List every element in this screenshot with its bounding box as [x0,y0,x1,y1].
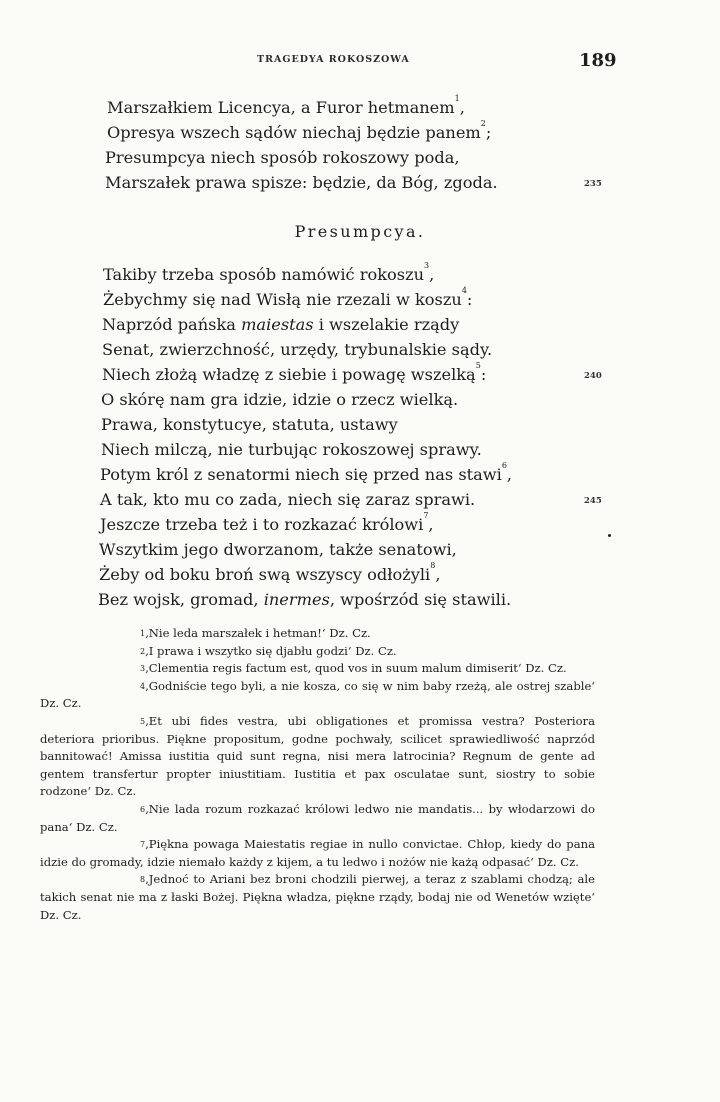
verse-line: O skórę nam gra idzie, idzie o rzecz wielką. [101,390,459,409]
verse-line: Prawa, konstytucye, statuta, ustawy [101,415,398,434]
stanza-2 [0,262,720,612]
line-number: 240 [584,371,602,381]
verse-line: A tak, kto mu co zada, niech się zaraz sprawi. 245 [0,487,720,512]
verse-line: Presumpcya niech sposób rokoszowy poda, [105,148,460,167]
footnote: 2‚I prawa i wszytko się djabłu godzi‘ Dz. Cz. [140,643,397,658]
footnote: 1‚Nie leda marszałek i hetman!‘ Dz. Cz. [140,626,371,640]
page-number: 189 [579,50,617,71]
verse-line: Potym król z senatormi niech się przed nas stawi$^6$, [100,461,513,484]
verse-line: Marszałek prawa spisze: będzie, da Bóg, zgoda. 235 [0,170,720,195]
verse-line: Niech złożą władzę z siebie i powagę wszelką$^5$: 240 [0,362,720,387]
footnote: 4‚Godniście tego byli, a nie kosza, co się w nim baby rzeżą, ale ostrej szable‘ Dz. Cz. [40,678,595,711]
verse-line: Marszałkiem Licencya, a Furor hetmanem$^1$, [107,94,465,117]
page-header [0,50,720,74]
footnote: 6‚Nie lada rozum rozkazać królowi ledwo nie mandatis... by włodarzowi do pana‘ Dz. Cz. [40,801,595,834]
verse-line: Takiby trzeba sposób namówić rokoszu$^3$, [103,261,435,284]
verse-line: Wszytkim jego dworzanom, także senatowi, [99,540,457,559]
verse-line: Senat, zwierzchność, urzędy, trybunalskie sądy. [102,340,493,359]
stanza-1 [0,95,720,195]
line-number: 235 [584,179,602,189]
running-title: TRAGEDYA ROKOSZOWA [257,54,410,65]
line-number: 245 [584,496,602,506]
verse-line: Opresya wszech sądów niechaj będzie panem$^2$; [107,119,492,142]
footnotes [40,625,595,924]
footnote: 3‚Clementia regis factum est, quod vos in suum malum dimiserit‘ Dz. Cz. [140,661,567,676]
verse-line: Żeby od boku broń swą wszyscy odłożyli$^8$, [99,561,441,584]
verse-line: Bez wojsk, gromad, inermes, wpośrzód się stawili. [98,590,512,609]
footnote: 7‚Piękna powaga Maiestatis regiae in nullo convictae. Chłop, kiedy do pana idzie do gromady, idzie niemało każdy z kijem, a tu ledwo i nożów nie każą odpasać‘ Dz. Cz. [40,837,595,869]
verse-line: Jeszcze trzeba też i to rozkazać królowi$^7$, [100,511,434,534]
ink-speck [608,534,611,537]
section-title: Presumpcya. [294,222,426,241]
footnote: 8‚Jednoć to Ariani bez broni chodzili pierwej, a teraz z szablami chodzą; ale takich senat nie ma z łaski Bożej. Piękna władza, piękne rządy, bodaj nie od Wenetów wzięte‘ Dz. Cz. [40,872,595,922]
footnote: 5‚Et ubi fides vestra, ubi obligationes et promissa vestra? Posteriora deteriora prioribus. Piękne propositum, godne pochwały, scilicet sprawiedliwość naprzód bannitować! Amissa iustitia quid sunt regna, nisi mera latrocinia? Regnum de gente ad gentem transfertur propter iniustitiam. Iustitia et pax osculatae sunt, siostry to sobie rodzone‘ Dz. Cz. [40,713,595,799]
verse-line: Niech milczą, nie turbując rokoszowej sprawy. [101,440,482,459]
verse-line: Naprzód pańska maiestas i wszelakie rządy [102,315,460,334]
verse-line: Żebychmy się nad Wisłą nie rzezali w koszu$^4$: [103,286,473,309]
